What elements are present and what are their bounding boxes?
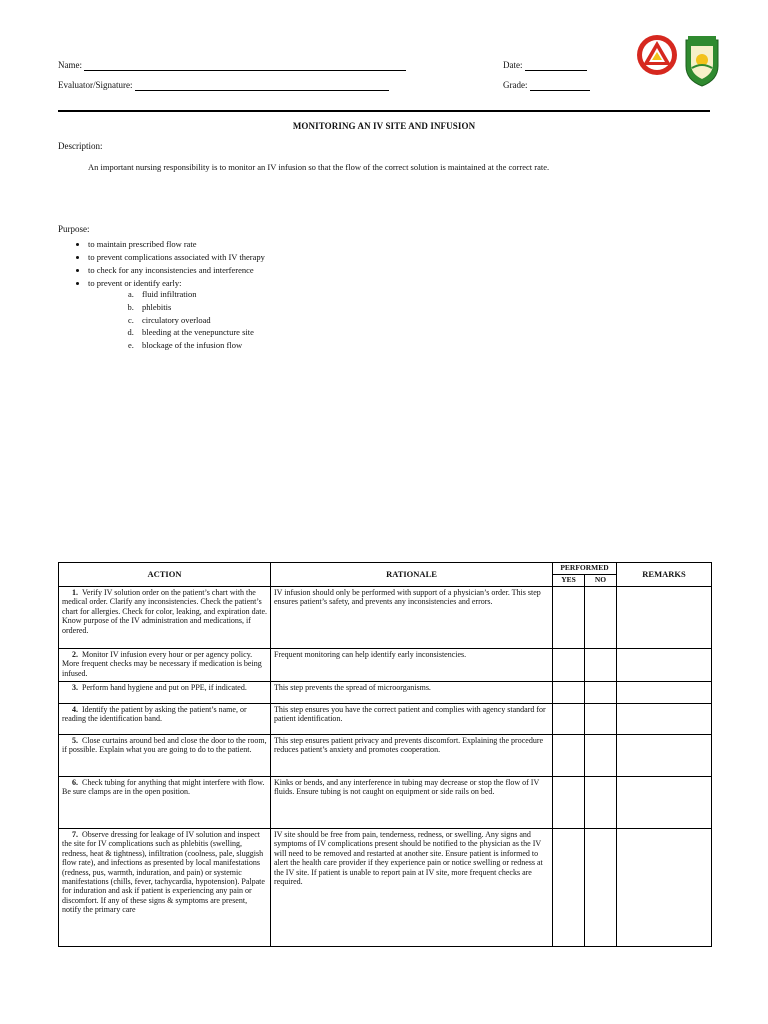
header-performed: PERFORMED: [553, 563, 617, 575]
yes-checkbox-cell[interactable]: [553, 681, 585, 703]
action-cell: [59, 586, 271, 648]
purpose-item: [88, 278, 265, 350]
grade-field[interactable]: [503, 80, 590, 91]
grade-label: Grade:: [503, 80, 528, 90]
date-input-line[interactable]: [525, 61, 587, 71]
name-input-line[interactable]: [84, 61, 406, 71]
remarks-cell[interactable]: [617, 703, 712, 734]
name-label: Name:: [58, 60, 82, 70]
date-label: Date:: [503, 60, 523, 70]
action-cell: [59, 703, 271, 734]
header-divider: [58, 110, 710, 112]
purpose-label: Purpose:: [58, 224, 90, 234]
page-title: MONITORING AN IV SITE AND INFUSION: [292, 121, 476, 131]
purpose-sub-item: a. fluid infiltration: [136, 289, 265, 299]
remarks-cell[interactable]: [617, 586, 712, 648]
yes-checkbox-cell[interactable]: [553, 586, 585, 648]
header-yes: YES: [553, 575, 585, 587]
action-cell: [59, 681, 271, 703]
yes-checkbox-cell[interactable]: [553, 648, 585, 681]
remarks-cell[interactable]: [617, 828, 712, 946]
rationale-cell: This step ensures you have the correct patient and complies with agency standard for patient identification.: [271, 703, 553, 734]
name-field[interactable]: [58, 60, 406, 71]
table-row: [59, 828, 712, 946]
rationale-cell: Frequent monitoring can help identify early inconsistencies.: [271, 648, 553, 681]
purpose-item: • to prevent complications associated with IV therapy: [88, 252, 265, 262]
college-crest-logo: [682, 36, 722, 88]
yes-checkbox-cell[interactable]: [553, 734, 585, 776]
purpose-sub-item: d. bleeding at the venepuncture site: [136, 327, 265, 337]
no-checkbox-cell[interactable]: [585, 681, 617, 703]
remarks-cell[interactable]: [617, 734, 712, 776]
yes-checkbox-cell[interactable]: [553, 703, 585, 734]
yes-checkbox-cell[interactable]: [553, 776, 585, 828]
action-text: Check tubing for anything that might interfere with flow. Be sure clamps are in the open position.: [62, 777, 265, 797]
header-no: NO: [585, 575, 617, 587]
table-row: [59, 586, 712, 648]
date-field[interactable]: [503, 60, 587, 71]
evaluator-input-line[interactable]: [135, 81, 389, 91]
table-row: [59, 734, 712, 776]
table-row: [59, 681, 712, 703]
purpose-sub-item: c. circulatory overload: [136, 315, 265, 325]
purpose-item: • to maintain prescribed flow rate: [88, 239, 265, 249]
purpose-list: [58, 239, 265, 353]
procedure-checklist-table: [58, 562, 712, 947]
action-cell: [59, 648, 271, 681]
purpose-sub-list: [88, 289, 265, 350]
rationale-cell: IV site should be free from pain, tenderness, redness, or swelling. Any signs and symptoms of IV complications present should be notified to the physician as the IV will need to be removed and restarted at another site. Ensure patient is informed to alert the health care provider if they experience pain or notice swelling or redness at the IV site. If patient is unable to report pain at IV site, more frequent checks are required.: [271, 828, 553, 946]
header-rationale: RATIONALE: [271, 563, 553, 587]
no-checkbox-cell[interactable]: [585, 648, 617, 681]
rationale-cell: Kinks or bends, and any interference in tubing may decrease or stop the flow of IV fluids. Ensure tubing is not caught on equipment or side rails on bed.: [271, 776, 553, 828]
evaluator-label: Evaluator/Signature:: [58, 80, 133, 90]
step-number: 7.: [72, 829, 78, 839]
no-checkbox-cell[interactable]: [585, 703, 617, 734]
action-cell: [59, 828, 271, 946]
step-number: 5.: [72, 735, 78, 745]
rationale-cell: IV infusion should only be performed with support of a physician’s order. This step ensures patient’s safety, and prevents any inconsistencies and errors.: [271, 586, 553, 648]
action-text: Monitor IV infusion every hour or per agency policy. More frequent checks may be necessary if medication is being infused.: [62, 649, 262, 678]
action-text: Observe dressing for leakage of IV solution and inspect the site for IV complications such as phlebitis (swelling, redness, heat & tightness), infiltration (coolness, pale, sluggish flow rate), and infections as presented by local manifestations (redness, pus, warmth, induration, and pain) or systemic manifestations (chills, fever, tachycardia, hypotension). Palpate for induration and ask if patient is experiencing any pain or discomfort. If any of these signs & symptoms are present, notify the primary care: [62, 829, 265, 915]
description-label: Description:: [58, 141, 103, 151]
remarks-cell[interactable]: [617, 648, 712, 681]
no-checkbox-cell[interactable]: [585, 734, 617, 776]
table-row: [59, 776, 712, 828]
step-number: 3.: [72, 682, 78, 692]
step-number: 2.: [72, 649, 78, 659]
action-cell: [59, 776, 271, 828]
action-cell: [59, 734, 271, 776]
description-text: An important nursing responsibility is to monitor an IV infusion so that the flow of the correct solution is maintained at the correct rate.: [88, 162, 550, 172]
step-number: 1.: [72, 587, 78, 597]
purpose-item: • to check for any inconsistencies and interference: [88, 265, 265, 275]
institution-seal-logo: [636, 34, 678, 76]
table-row: [59, 703, 712, 734]
step-number: 6.: [72, 777, 78, 787]
purpose-item-text: to prevent or identify early:: [88, 277, 182, 288]
step-number: 4.: [72, 704, 78, 714]
yes-checkbox-cell[interactable]: [553, 828, 585, 946]
evaluator-field[interactable]: [58, 80, 389, 91]
rationale-cell: This step ensures patient privacy and prevents discomfort. Explaining the procedure reduces patient’s anxiety and promotes cooperation.: [271, 734, 553, 776]
remarks-cell[interactable]: [617, 776, 712, 828]
rationale-cell: This step prevents the spread of microorganisms.: [271, 681, 553, 703]
no-checkbox-cell[interactable]: [585, 828, 617, 946]
no-checkbox-cell[interactable]: [585, 776, 617, 828]
no-checkbox-cell[interactable]: [585, 586, 617, 648]
action-text: Close curtains around bed and close the door to the room, if possible. Explain what you are going to do to the patient.: [62, 735, 267, 755]
header-remarks: REMARKS: [617, 563, 712, 587]
table-row: [59, 648, 712, 681]
action-text: Identify the patient by asking the patient’s name, or reading the identification band.: [62, 704, 247, 724]
purpose-sub-item: b. phlebitis: [136, 302, 265, 312]
remarks-cell[interactable]: [617, 681, 712, 703]
action-text: Verify IV solution order on the patient’s chart with the medical order. Clarify any inconsistencies. Check the patient’s chart for allergies. Check for color, leaking, and expiration date. Know purpose of the IV administration and medications, if ordered.: [62, 587, 268, 635]
action-text: Perform hand hygiene and put on PPE, if indicated.: [82, 682, 247, 692]
header-action: ACTION: [59, 563, 271, 587]
grade-input-line[interactable]: [530, 81, 590, 91]
purpose-sub-item: e. blockage of the infusion flow: [136, 340, 265, 350]
